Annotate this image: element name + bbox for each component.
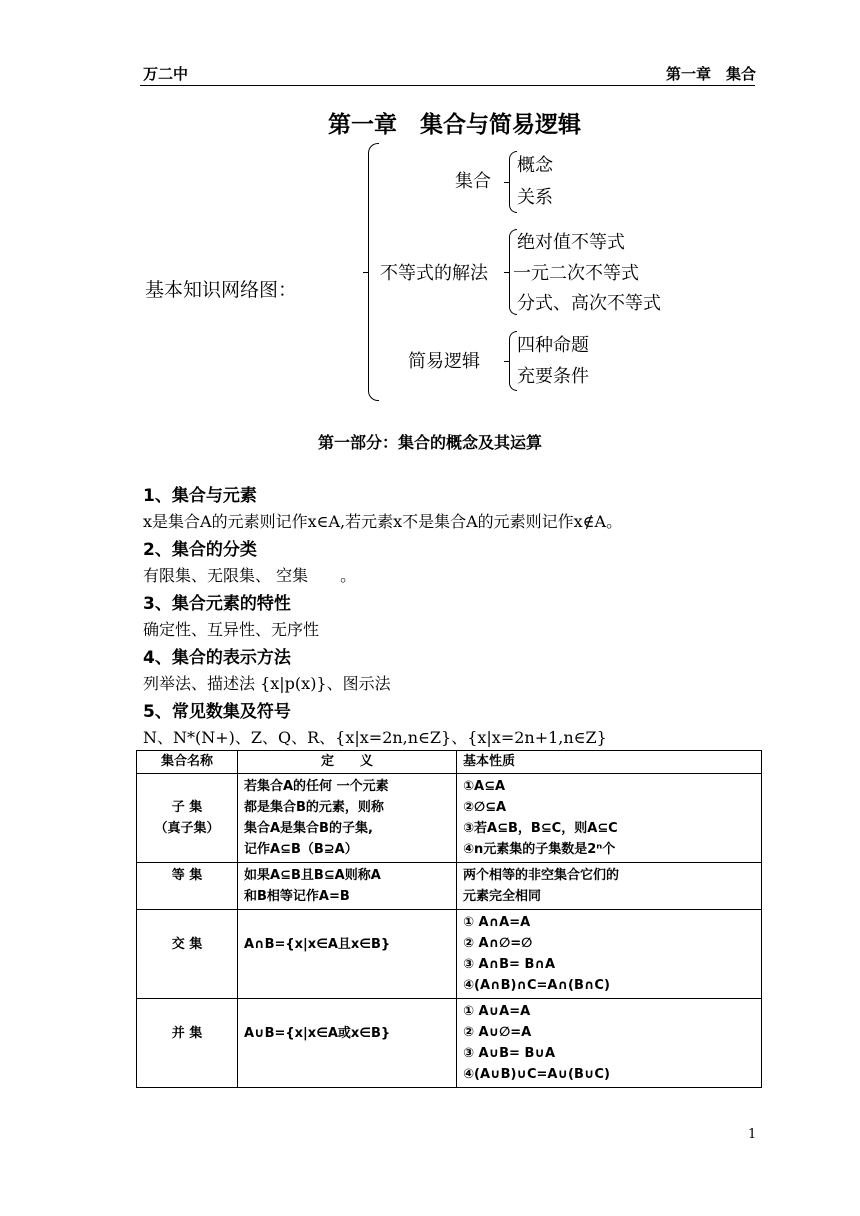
row-subset-def (238, 774, 457, 863)
prop-line: ① A∩A=A (463, 915, 531, 930)
section-title: 第一部分：集合的概念及其运算 (318, 433, 543, 452)
item-text-2: 有限集、无限集、 空集 。 (143, 566, 357, 585)
prop-line: ④(A∪B)∪C=A∪(B∪C) (463, 1067, 610, 1082)
item-four-propositions: 四种命题 (517, 335, 589, 356)
prop-line: 两个相等的非空集合它们的 (463, 868, 620, 883)
row-equal-props (457, 863, 762, 910)
row-union-def (238, 999, 457, 1088)
row-name-line: 等 集 (171, 868, 203, 883)
prop-line: ①A⊆A (463, 779, 506, 794)
item-heading-3: 3、集合元素的特性 (143, 594, 291, 614)
item-necessary-sufficient: 充要条件 (517, 366, 589, 387)
table-header-definition: 定 义 (238, 751, 457, 774)
prop-line: ③若A⊆B，B⊆C，则A⊆C (463, 821, 618, 836)
table-header-name: 集合名称 (137, 751, 238, 774)
brace-sets (509, 151, 517, 213)
brace-logic (509, 331, 517, 391)
item-text-4: 列举法、描述法 {x|p(x)}、图示法 (143, 674, 391, 693)
def-line: 如果A⊆B且B⊆A则称A (244, 868, 381, 883)
header-rule (140, 85, 755, 86)
prop-line: ① A∪A=A (463, 1004, 531, 1019)
row-subset-name (137, 774, 238, 863)
def-line: 和B相等记作A=B (244, 889, 350, 904)
def-line: 若集合A的任何 一个元素 (244, 779, 389, 794)
item-heading-5: 5、常见数集及符号 (143, 702, 291, 722)
def-line: 集合A是集合B的子集, (244, 821, 373, 836)
item-fractional-inequality: 分式、高次不等式 (517, 293, 661, 314)
item-abs-inequality: 绝对值不等式 (517, 232, 625, 253)
row-intersection-def (238, 910, 457, 999)
page-number: 1 (748, 1127, 757, 1142)
prop-line: ②∅⊆A (463, 800, 507, 815)
item-text-1: x是集合A的元素则记作x∈A,若元素x不是集合A的元素则记作x∉A。 (143, 512, 623, 531)
item-heading-4: 4、集合的表示方法 (143, 648, 291, 668)
group-sets: 集合 (455, 171, 491, 192)
row-name-line: 交 集 (171, 937, 203, 952)
item-concept: 概念 (517, 155, 553, 176)
row-name-line: （真子集） (154, 821, 220, 836)
table-row (137, 999, 762, 1088)
row-equal-def (238, 863, 457, 910)
prop-line: ② A∪∅=A (463, 1025, 532, 1040)
item-text-5: N、N*(N+)、Z、Q、R、{x|x=2n,n∈Z}、{x|x=2n+1,n∈Z} (143, 728, 607, 747)
def-line: A∩B={x|x∈A且x∈B} (244, 937, 391, 952)
def-line: A∪B={x|x∈A或x∈B} (244, 1026, 391, 1041)
prop-line: ③ A∪B= B∪A (463, 1046, 556, 1061)
header-right: 第一章 集合 (666, 65, 757, 83)
group-inequalities: 不等式的解法 (380, 263, 488, 284)
prop-line: ④n元素集的子集数是2ⁿ个 (463, 842, 616, 857)
group-logic: 简易逻辑 (408, 351, 480, 372)
page-title: 第一章 集合与简易逻辑 (328, 112, 581, 138)
set-table (136, 750, 762, 1088)
prop-line: ④(A∩B)∩C=A∩(B∩C) (463, 978, 610, 993)
prop-line: 元素完全相同 (463, 889, 542, 904)
prop-line: ③ A∩B= B∩A (463, 957, 556, 972)
row-union-props (457, 999, 762, 1088)
row-intersection-props (457, 910, 762, 999)
row-subset-props (457, 774, 762, 863)
def-line: 记作A⊆B（B⊇A） (244, 842, 358, 857)
item-text-3: 确定性、互异性、无序性 (143, 620, 320, 639)
item-heading-1: 1、集合与元素 (143, 486, 257, 506)
main-brace (368, 143, 379, 401)
header-left: 万二中 (143, 65, 189, 83)
network-label: 基本知识网络图： (145, 279, 298, 301)
table-header-properties: 基本性质 (457, 751, 762, 774)
table-row (137, 863, 762, 910)
item-relation: 关系 (517, 187, 553, 208)
table-row (137, 910, 762, 999)
row-intersection-name (137, 910, 238, 999)
table-header-row (137, 751, 762, 774)
item-heading-2: 2、集合的分类 (143, 540, 257, 560)
def-line: 都是集合B的元素，则称 (244, 800, 384, 815)
row-equal-name (137, 863, 238, 910)
item-quadratic-inequality: 一元二次不等式 (513, 263, 639, 284)
prop-line: ② A∩∅=∅ (463, 936, 533, 951)
row-name-line: 并 集 (171, 1026, 203, 1041)
table-row (137, 774, 762, 863)
row-name-line: 子 集 (171, 800, 203, 815)
row-union-name (137, 999, 238, 1088)
